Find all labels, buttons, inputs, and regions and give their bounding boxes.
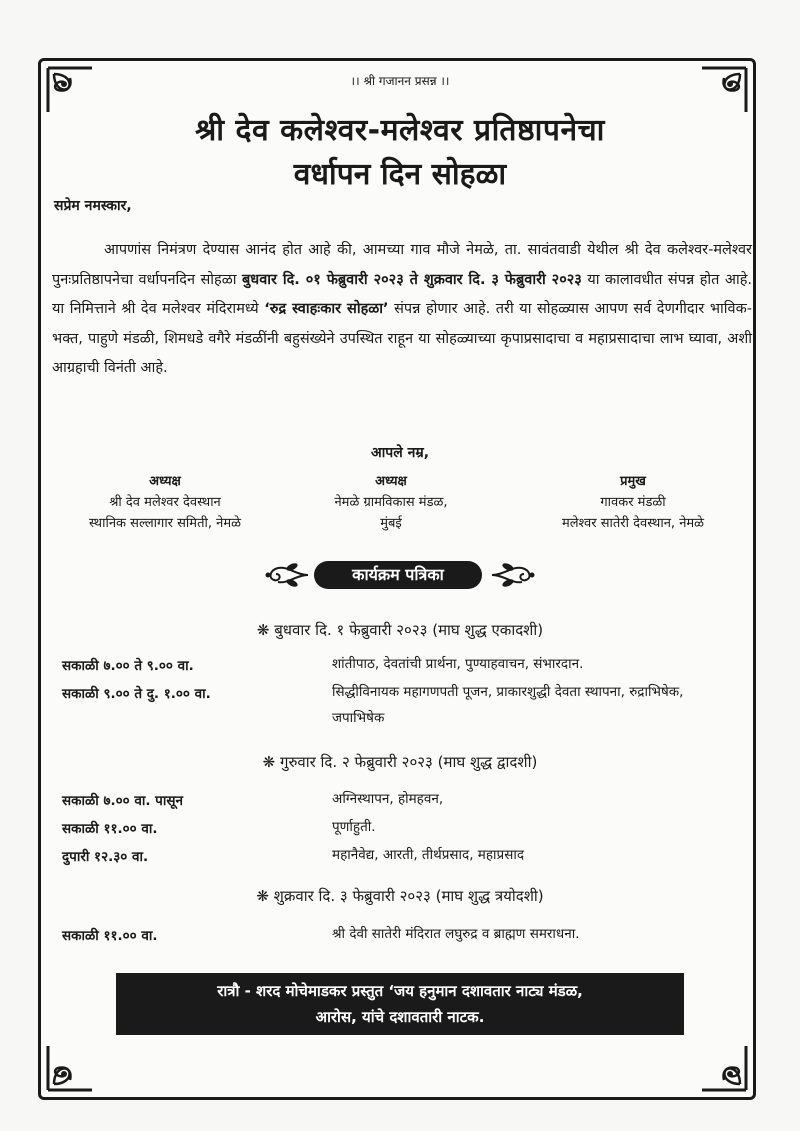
schedule-time: सकाळी ११.०० वा. bbox=[62, 821, 158, 837]
invitation-paragraph bbox=[52, 236, 752, 384]
signatory-role: प्रमुख bbox=[620, 474, 646, 489]
day-heading: ❋ गुरुवार दि. २ फेब्रुवारी २०२३ (माघ शुद्ध द्वादशी) bbox=[262, 753, 538, 771]
schedule-time: सकाळी ७.०० ते ९.०० वा. bbox=[62, 658, 194, 674]
schedule-event: श्री देवी सातेरी मंदिरात लघुरुद्र व ब्राह्मण समराधना. bbox=[332, 926, 580, 942]
signatory-line: गावकर मंडळी bbox=[600, 495, 666, 510]
floral-ornament-icon bbox=[262, 558, 310, 592]
paragraph-part-1: आपणांस निमंत्रण देण्यास आनंद होत आहे की, आमच्या गाव मौजे नेमळे, ता. सावंतवाडी येथील श्री देव कलेश्वर-मलेश्वर पुनःप्रतिष्ठापनेचा वर्धापनदिन सोहळा bbox=[52, 242, 752, 288]
program-title: कार्यक्रम पत्रिका bbox=[314, 561, 482, 589]
corner-ornament-icon bbox=[698, 1042, 750, 1094]
schedule-event: शांतीपाठ, देवतांची प्रार्थना, पुण्याहवाचन, संभारदान. bbox=[332, 656, 584, 672]
greeting: सप्रेम नमस्कार, bbox=[54, 198, 132, 214]
event-name: ‘रुद्र स्वाहःकार सोहळा’ bbox=[264, 301, 389, 317]
day-heading: ❋ बुधवार दि. १ फेब्रुवारी २०२३ (माघ शुद्ध एकादशी) bbox=[256, 621, 544, 639]
night-event-banner bbox=[116, 973, 684, 1035]
schedule-event: महानैवेद्य, आरती, तीर्थप्रसाद, महाप्रसाद bbox=[332, 847, 524, 863]
signatory-line: स्थानिक सल्लागार समिती, नेमळे bbox=[89, 516, 241, 531]
yours-sincerely: आपले नम्र, bbox=[370, 445, 430, 461]
program-title-box bbox=[262, 558, 538, 594]
paragraph-part-3: संपन्न होणार आहे. तरी या सोहळ्यास आपण सर्व देणगीदार भाविक- भक्त, पाहुणे मंडळी, शिमधडे वगैरे मंडळींनी बहुसंख्येने उपस्थित राहून या सोहळ्याच्या कृपाप्रसादाचा व महाप्रसादाचा लाभ घ्यावा, अशी आग्रहाची विनंती आहे. bbox=[52, 301, 752, 376]
signatory-role: अध्यक्ष bbox=[375, 474, 407, 489]
event-dates: बुधवार दि. ०१ फेब्रुवारी २०२३ ते शुक्रवार दि. ३ फेब्रुवारी २०२३ bbox=[242, 271, 582, 288]
schedule-event: सिद्धीविनायक महागणपती पूजन, प्राकारशुद्धी देवता स्थापना, रुद्राभिषेक, जपाभिषेक bbox=[332, 684, 684, 726]
schedule-time: दुपारी १२.३० वा. bbox=[62, 849, 149, 865]
signatory-line: मलेश्वर सातेरी देवस्थान, नेमळे bbox=[561, 516, 705, 531]
signatory-1 bbox=[40, 471, 290, 534]
signatory-3 bbox=[508, 471, 758, 534]
signatory-2 bbox=[266, 471, 516, 534]
banner-line-2: आरोस, यांचे दशावतारी नाटक. bbox=[315, 1008, 485, 1026]
day-heading: ❋ शुक्रवार दि. ३ फेब्रुवारी २०२३ (माघ शुद्ध त्रयोदशी) bbox=[256, 887, 544, 905]
paragraph-part-2: या कालावधीत संपन्न होत आहे. या निमित्ताने श्री देव मलेश्वर मंदिरामध्ये bbox=[52, 271, 753, 317]
signatory-line: मुंबई bbox=[380, 516, 402, 531]
floral-ornament-icon bbox=[490, 558, 538, 592]
banner-line-1: रात्रौ - शरद मोचेमाडकर प्रस्तुत ‘जय हनुमान दशावतार नाट्य मंडळ, bbox=[217, 982, 583, 1000]
schedule-time: सकाळी ७.०० वा. पासून bbox=[62, 793, 183, 809]
title-line-2: वर्धापन दिन सोहळा bbox=[293, 157, 507, 192]
title-line-1: श्री देव कलेश्वर-मलेश्वर प्रतिष्ठापनेचा bbox=[195, 113, 605, 148]
signatory-role: अध्यक्ष bbox=[149, 474, 181, 489]
signatory-line: नेमळे ग्रामविकास मंडळ, bbox=[334, 495, 448, 510]
schedule-event: पूर्णाहुती. bbox=[332, 819, 376, 835]
schedule-time: सकाळी ९.०० ते दु. १.०० वा. bbox=[62, 686, 211, 702]
corner-ornament-icon bbox=[44, 1042, 96, 1094]
signatory-line: श्री देव मलेश्वर देवस्थान bbox=[109, 495, 221, 510]
schedule-event: अग्निस्थापन, होमहवन, bbox=[332, 791, 444, 807]
blessing-line: ।। श्री गजानन प्रसन्न ।। bbox=[350, 74, 450, 88]
schedule-time: सकाळी ११.०० वा. bbox=[62, 928, 158, 944]
